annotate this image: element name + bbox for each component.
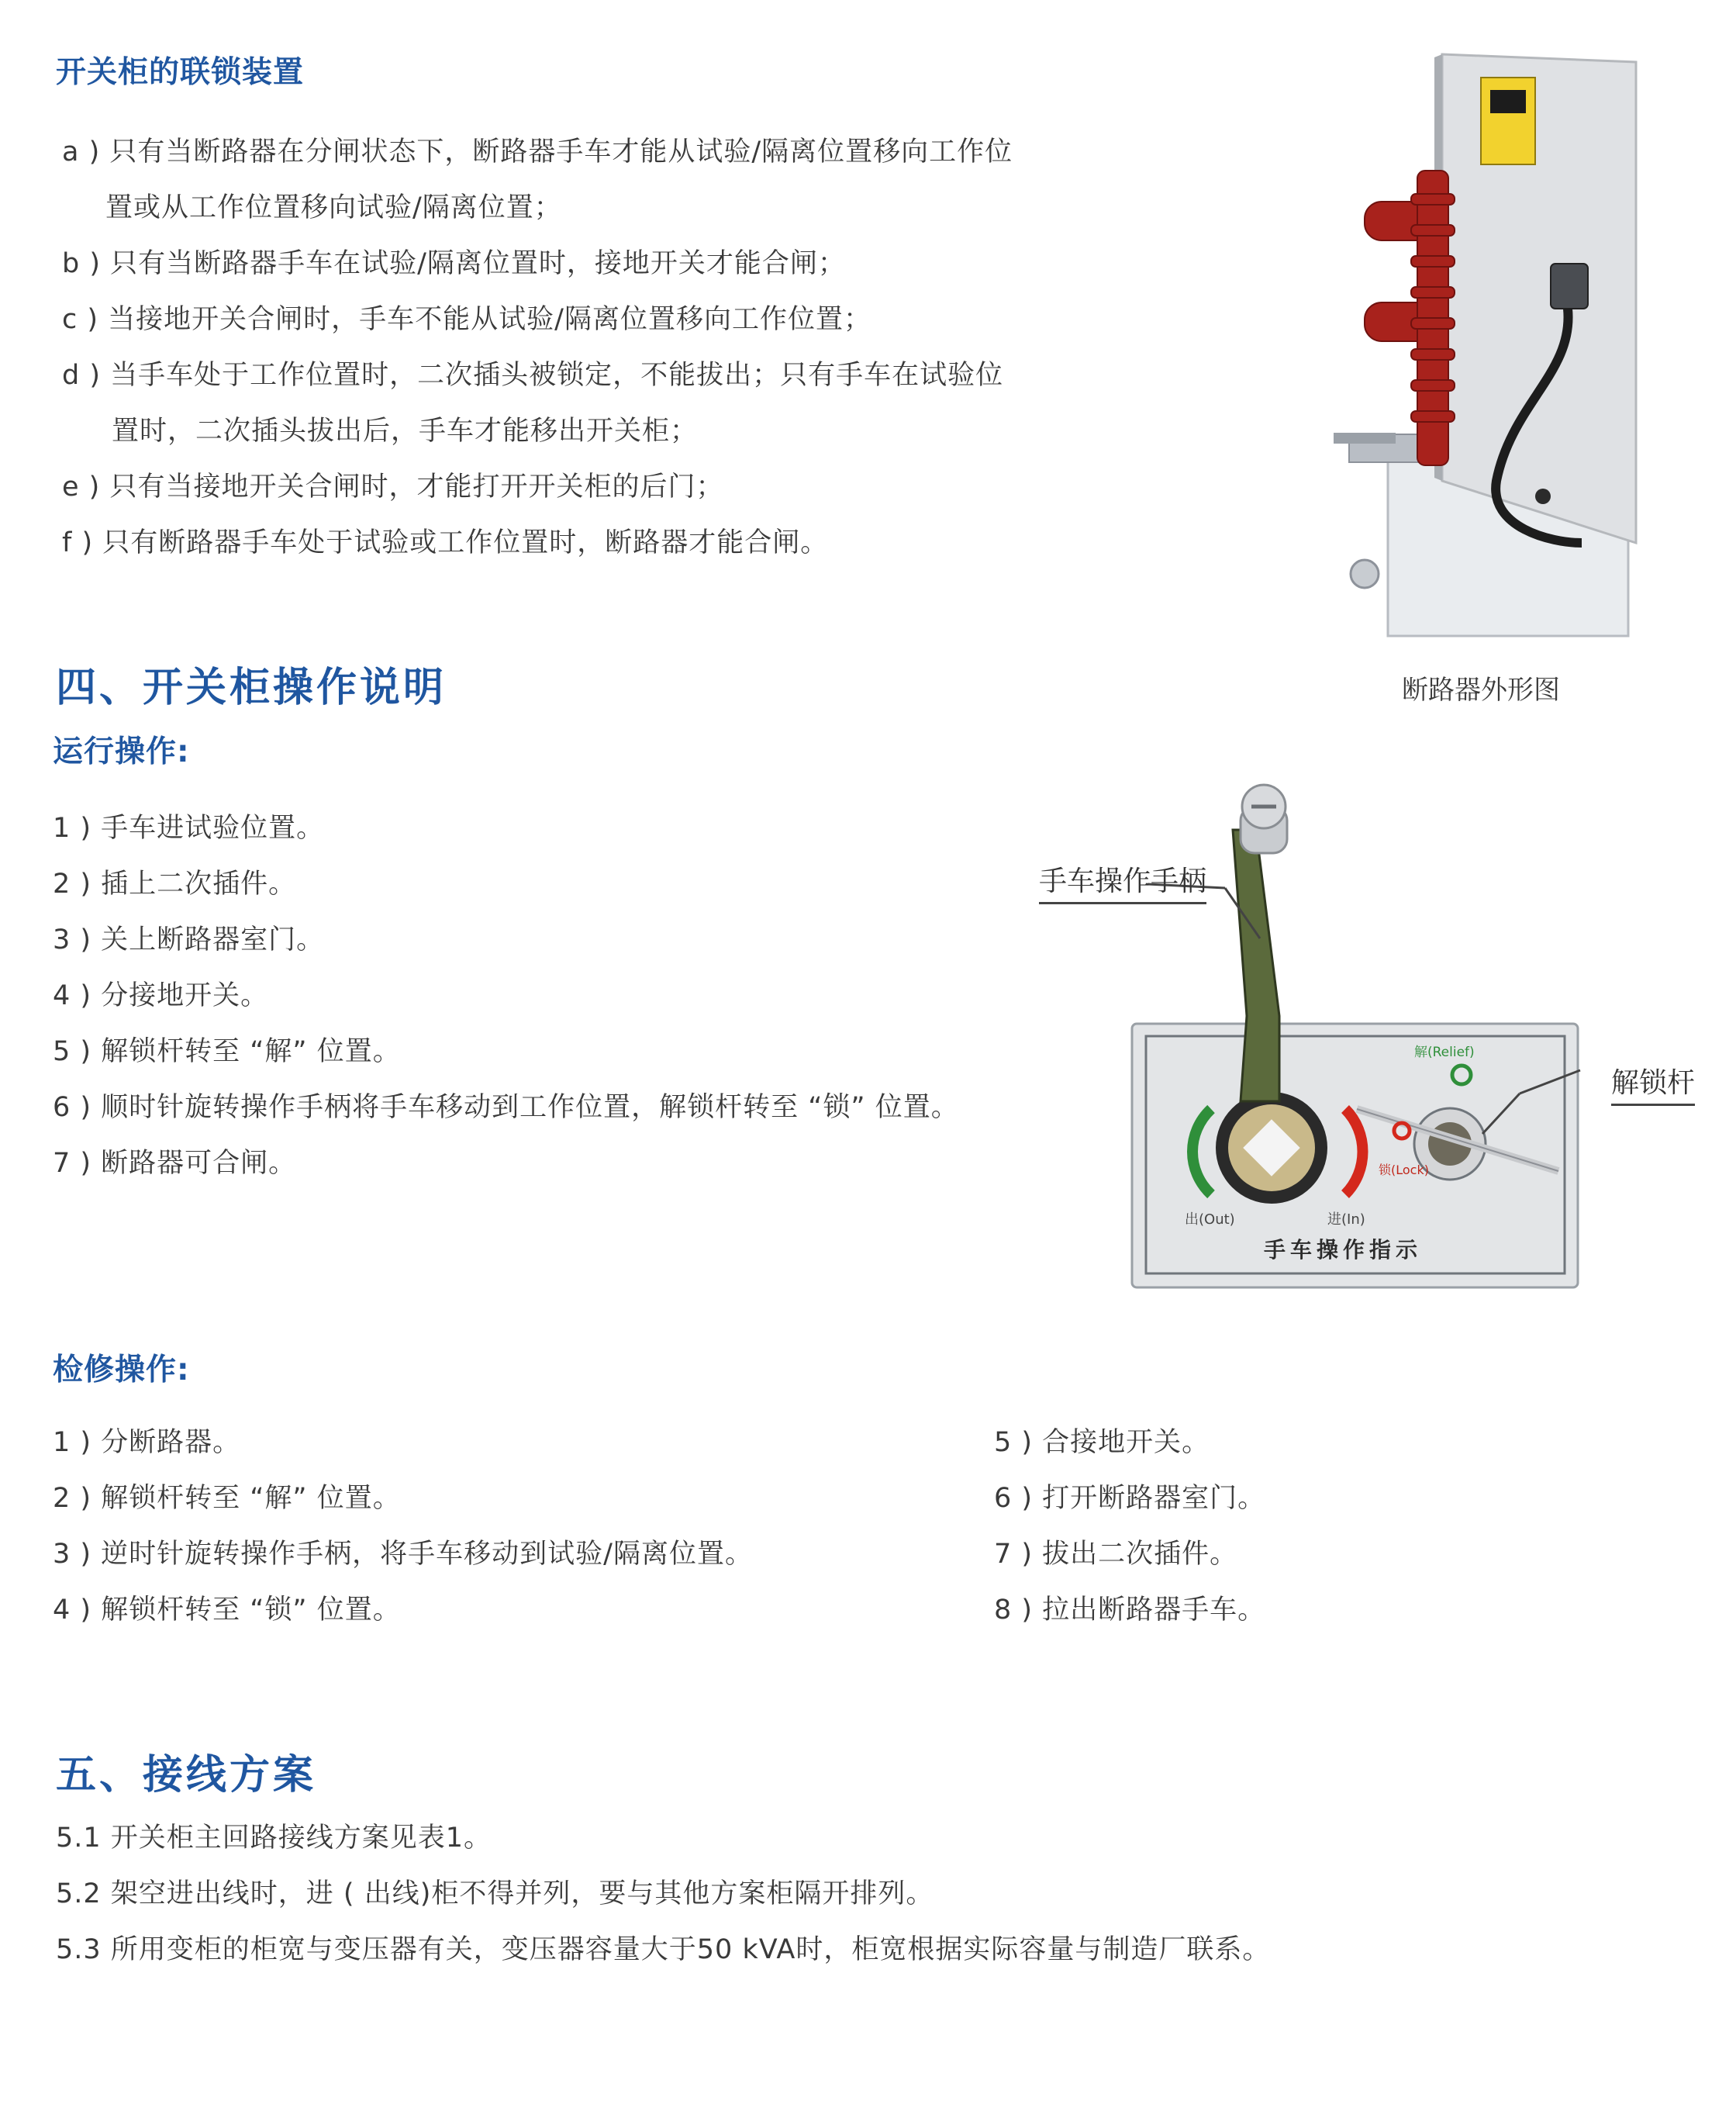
wiring-line-5-1: 5.1 开关柜主回路接线方案见表1。 xyxy=(56,1823,492,1854)
run-step-2: 2 ) 插上二次插件。 xyxy=(53,869,297,900)
handle-label: 手车操作手柄 xyxy=(1039,859,1206,904)
interlock-line-d-cont: 置时，二次插头拔出后，手车才能移出开关柜； xyxy=(112,416,699,447)
maint-step-7: 7 ) 拔出二次插件。 xyxy=(994,1539,1238,1570)
run-step-4: 4 ) 分接地开关。 xyxy=(53,980,269,1011)
panel-title: 手车操作指示 xyxy=(1264,1237,1423,1263)
maint-step-2: 2 ) 解锁杆转至 “解” 位置。 xyxy=(53,1483,401,1514)
interlock-title: 开关柜的联锁装置 xyxy=(56,55,305,90)
run-step-1: 1 ) 手车进试验位置。 xyxy=(53,813,325,844)
wiring-line-5-2: 5.2 架空进出线时，进 ( 出线)柜不得并列，要与其他方案柜隔开排列。 xyxy=(56,1878,934,1909)
breaker-illustration xyxy=(1318,47,1644,651)
breaker-figure-caption: 断路器外形图 xyxy=(1402,675,1560,706)
interlock-line-a: a ) 只有当断路器在分闸状态下，断路器手车才能从试验/隔离位置移向工作位 xyxy=(62,136,1013,168)
maint-step-3: 3 ) 逆时针旋转操作手柄，将手车移动到试验/隔离位置。 xyxy=(53,1539,753,1570)
run-operation-title: 运行操作: xyxy=(53,734,190,769)
interlock-line-b: b ) 只有当断路器手车在试验/隔离位置时，接地开关才能合闸； xyxy=(62,248,846,279)
run-step-5: 5 ) 解锁杆转至 “解” 位置。 xyxy=(53,1036,401,1067)
run-step-6: 6 ) 顺时针旋转操作手柄将手车移动到工作位置，解锁杆转至 “锁” 位置。 xyxy=(53,1092,959,1123)
run-step-7: 7 ) 断路器可合闸。 xyxy=(53,1148,297,1179)
interlock-line-f: f ) 只有断路器手车处于试验或工作位置时，断路器才能合闸。 xyxy=(62,527,829,558)
interlock-line-d: d ) 当手车处于工作位置时，二次插头被锁定，不能拔出；只有手车在试验位 xyxy=(62,360,1004,391)
unlock-rod-label: 解锁杆 xyxy=(1611,1061,1695,1106)
panel-in-label: 进(In) xyxy=(1327,1211,1365,1228)
maint-step-4: 4 ) 解锁杆转至 “锁” 位置。 xyxy=(53,1595,401,1626)
section5-title: 五、接线方案 xyxy=(56,1752,317,1798)
maint-step-1: 1 ) 分断路器。 xyxy=(53,1427,241,1458)
section4-title: 四、开关柜操作说明 xyxy=(56,665,447,711)
maint-step-8: 8 ) 拉出断路器手车。 xyxy=(994,1595,1266,1626)
panel-lock-mark: 锁(Lock) xyxy=(1379,1163,1429,1177)
run-step-3: 3 ) 关上断路器室门。 xyxy=(53,924,325,955)
interlock-line-c: c ) 当接地开关合闸时，手车不能从试验/隔离位置移向工作位置； xyxy=(62,304,871,335)
maintenance-title: 检修操作: xyxy=(53,1353,190,1387)
interlock-line-a-cont: 置或从工作位置移向试验/隔离位置； xyxy=(105,192,562,223)
panel-out-label: 出(Out) xyxy=(1185,1211,1235,1228)
panel-unlock-mark: 解(Relief) xyxy=(1414,1045,1475,1060)
maint-step-6: 6 ) 打开断路器室门。 xyxy=(994,1483,1266,1514)
interlock-line-e: e ) 只有当接地开关合闸时，才能打开开关柜的后门； xyxy=(62,472,724,503)
wiring-line-5-3: 5.3 所用变柜的柜宽与变压器有关，变压器容量大于50 kVA时，柜宽根据实际容量与制造厂联系。 xyxy=(56,1934,1271,1965)
maint-step-5: 5 ) 合接地开关。 xyxy=(994,1427,1210,1458)
